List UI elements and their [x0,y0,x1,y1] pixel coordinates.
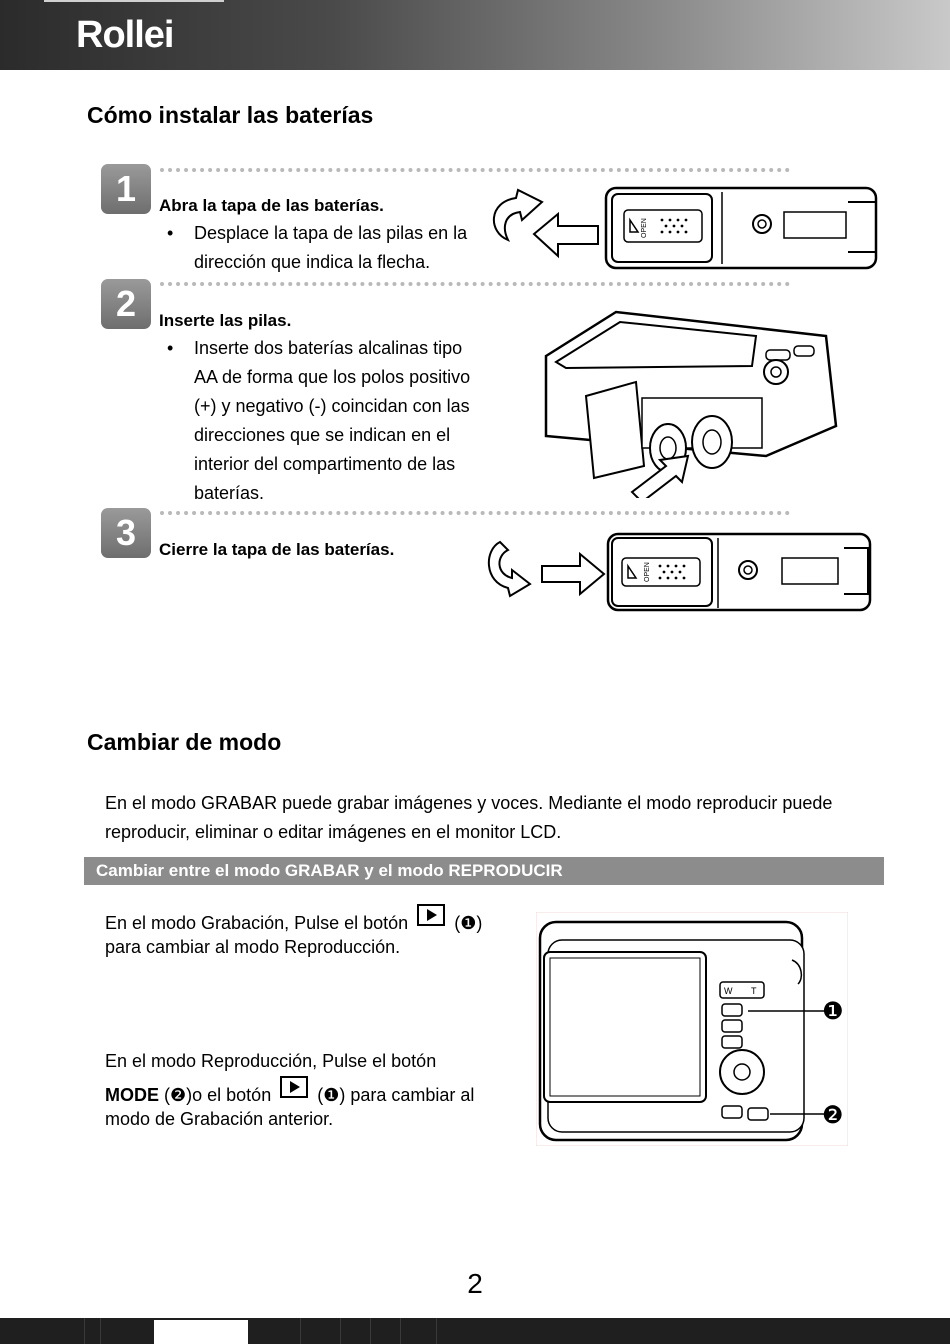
paragraph-text: modo de Grabación anterior. [105,1109,334,1129]
intro-line: En el modo GRABAR puede grabar imágenes y voces. Mediante el modo reproducir puede [105,793,833,813]
footer-divider [100,1318,101,1344]
footer-tab [154,1320,248,1344]
callout-1: ❶ [822,997,844,1025]
footer-bar [0,1318,950,1344]
footer-divider [400,1318,401,1344]
step-text-line: baterías. [194,483,265,503]
play-button-icon [280,1076,308,1098]
step-text-line: AA de forma que los polos positivo [194,367,471,387]
zoom-w-label: W [724,986,733,996]
step-number: 2 [101,279,151,329]
footer-divider [340,1318,341,1344]
step-number: 3 [101,508,151,558]
step-text-line: (+) y negativo (-) coincidan con las [194,396,470,416]
zoom-t-label: T [751,986,757,996]
bullet: • [167,223,174,243]
step-divider [160,511,790,515]
insert-batteries-illustration [526,306,844,498]
subsection-title: Cambiar entre el modo GRABAR y el modo REPRODUCIR [96,861,563,880]
step-text-line: dirección que indica la flecha. [194,252,431,272]
footer-divider [300,1318,301,1344]
page-number: 2 [467,1268,483,1299]
install-title: Cómo instalar las baterías [87,102,374,128]
step-title: Cierre la tapa de las baterías. [159,540,395,559]
paragraph-text: En el modo Grabación, Pulse el botón [105,913,409,933]
step-divider [160,168,790,172]
footer-divider [370,1318,371,1344]
step-text-line: interior del compartimento de las [194,454,456,474]
header-bar [0,0,950,70]
step-divider [160,282,790,286]
callout-ref: (❷)o el botón [164,1085,272,1105]
cover-label: OPEN [641,218,648,238]
camera-back-illustration [536,912,848,1146]
callout-ref: (❶) [454,913,483,933]
callout-ref: (❶) para cambiar al [317,1085,475,1105]
open-cover-illustration [486,182,886,274]
rollei-logo: Rollei [76,14,174,56]
step-title: Inserte las pilas. [159,311,292,330]
play-button-icon [417,904,445,926]
paragraph-text: para cambiar al modo Reproducción. [105,937,401,957]
mode-label: MODE [105,1085,159,1105]
callout-2: ❷ [822,1101,844,1129]
step-text-line: direcciones que se indican en el [194,425,451,445]
mode-title: Cambiar de modo [87,729,282,755]
intro-line: reproducir, eliminar o editar imágenes en el monitor LCD. [105,822,562,842]
header-accent-line [44,0,224,2]
footer-divider [436,1318,437,1344]
step-title: Abra la tapa de las baterías. [159,196,384,215]
bullet: • [167,338,174,358]
step-text-line: Inserte dos baterías alcalinas tipo [194,338,463,358]
cover-label: OPEN [644,562,651,582]
step-number: 1 [101,164,151,214]
paragraph-text: En el modo Reproducción, Pulse el botón [105,1051,437,1071]
step-text-line: Desplace la tapa de las pilas en la [194,223,468,243]
footer-divider [84,1318,85,1344]
close-cover-illustration [486,528,876,614]
subsection-bar [84,857,884,885]
